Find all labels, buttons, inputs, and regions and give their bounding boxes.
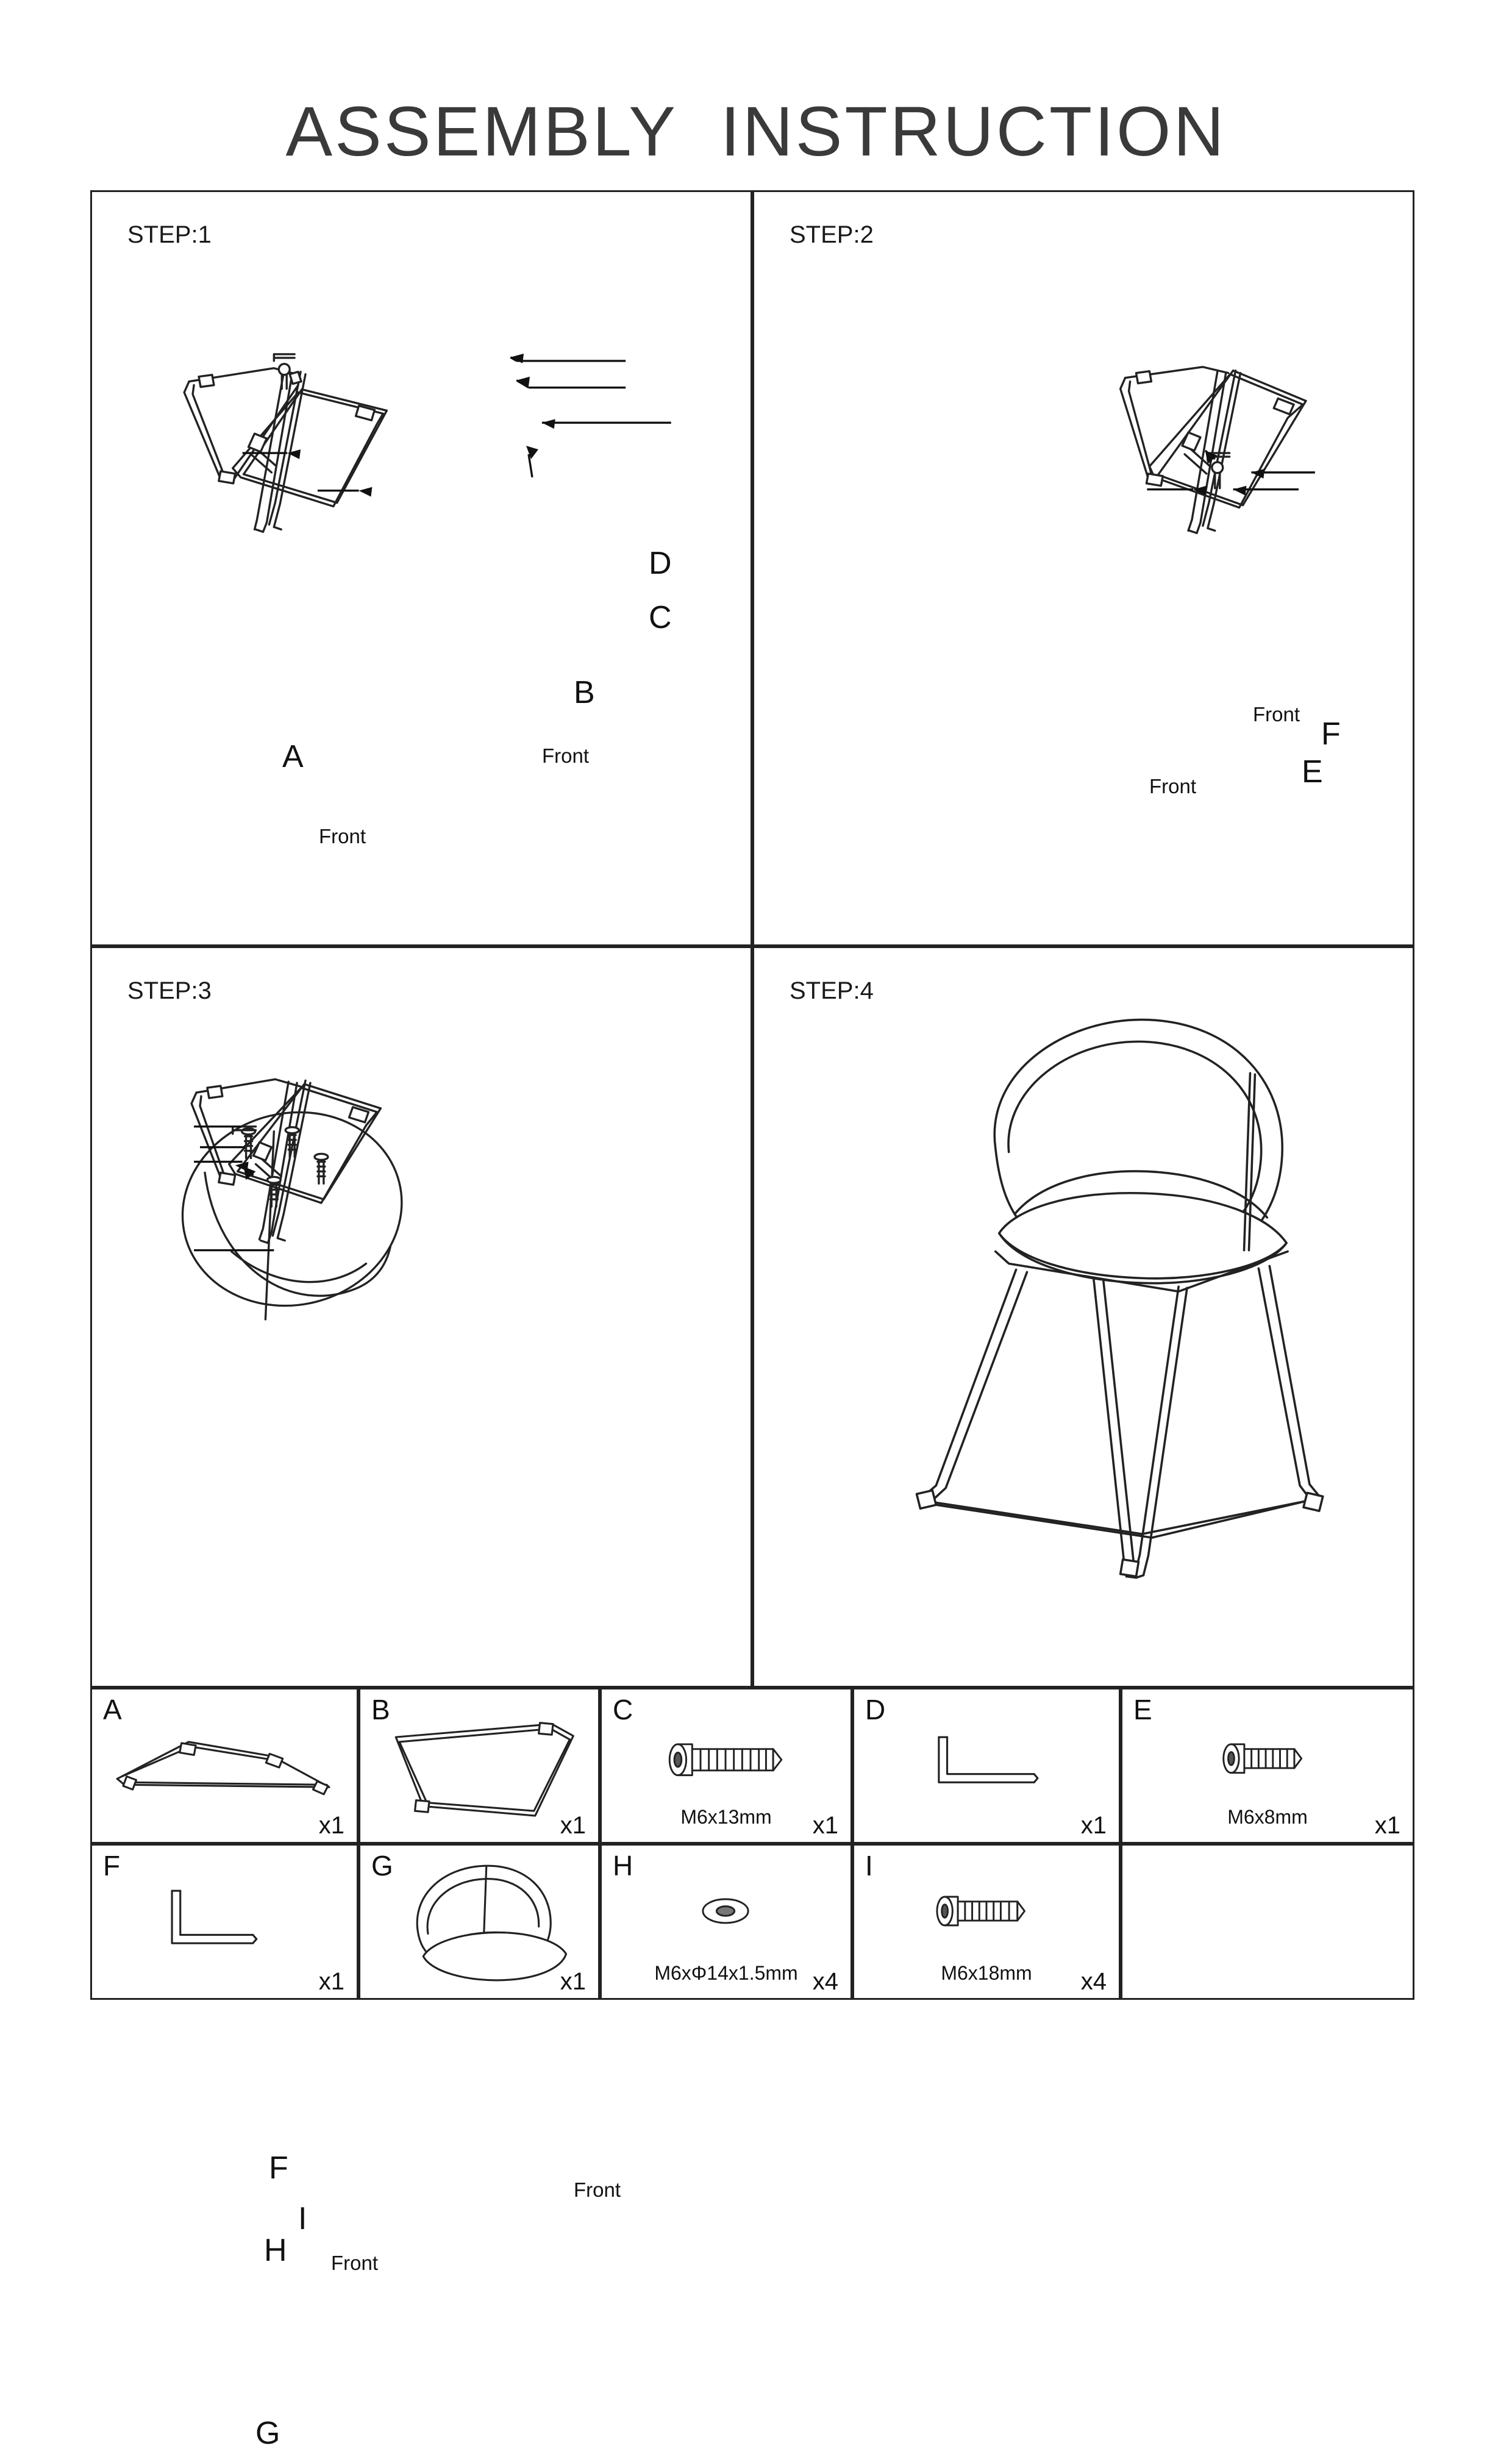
callout-f: F (269, 2150, 288, 2186)
callout-front-upper: Front (1253, 703, 1300, 726)
part-letter-a: A (103, 1694, 122, 1725)
part-spec-c: M6x13mm (680, 1806, 772, 1828)
part-cell-g (358, 1844, 600, 2000)
callout-front-lower: Front (331, 2252, 379, 2274)
part-qty-a: x1 (318, 1812, 344, 1839)
part-spec-e: M6x8mm (1227, 1806, 1308, 1828)
callout-c: C (649, 600, 672, 635)
part-spec-h: M6xΦ14x1.5mm (654, 1962, 798, 1984)
frame-base-a-icon (92, 1689, 357, 1842)
part-qty-h: x4 (812, 1968, 838, 1995)
part-letter-f: F (103, 1850, 121, 1882)
part-qty-f: x1 (318, 1968, 344, 1995)
callout-front-upper: Front (574, 2178, 621, 2201)
callout-a: A (282, 739, 304, 774)
callout-front-lower: Front (1149, 775, 1197, 797)
callout-i: I (298, 2201, 307, 2236)
part-cell-f (90, 1844, 358, 2000)
step-panel-1 (90, 190, 752, 946)
part-cell-b (358, 1688, 600, 1844)
callout-d: D (649, 546, 672, 581)
part-qty-e: x1 (1374, 1812, 1400, 1839)
step-panel-2 (752, 190, 1414, 946)
callout-front-lower: Front (319, 825, 366, 847)
part-cell-c (600, 1688, 852, 1844)
part-letter-d: D (865, 1694, 886, 1725)
part-letter-b: B (371, 1694, 390, 1725)
callout-h: H (264, 2233, 287, 2268)
step-3-illustration (92, 948, 751, 1686)
part-cell-a (90, 1688, 358, 1844)
part-qty-i: x4 (1080, 1968, 1107, 1995)
part-spec-i: M6x18mm (941, 1962, 1032, 1984)
step-2-label: STEP:2 (790, 221, 874, 248)
callout-e: E (1302, 754, 1323, 790)
callout-f: F (1321, 716, 1341, 752)
part-cell-d (852, 1688, 1121, 1844)
allen-key-icon (854, 1689, 1119, 1842)
part-cell-e (1121, 1688, 1414, 1844)
step-4-label: STEP:4 (790, 977, 874, 1004)
step-3-label: STEP:3 (127, 977, 212, 1004)
part-qty-b: x1 (560, 1812, 586, 1839)
step-2-illustration (754, 192, 1413, 944)
part-cell-empty (1121, 1844, 1414, 2000)
part-cell-h (600, 1844, 852, 2000)
part-qty-g: x1 (560, 1968, 586, 1995)
part-letter-c: C (613, 1694, 633, 1725)
callout-g: G (255, 2416, 280, 2451)
step-1-label: STEP:1 (127, 221, 212, 248)
part-qty-d: x1 (1080, 1812, 1107, 1839)
allen-key-icon (92, 1846, 357, 1998)
page-title: ASSEMBLY INSTRUCTION (285, 93, 1227, 171)
parts-table (90, 1688, 1414, 2000)
part-letter-e: E (1133, 1694, 1152, 1725)
callout-front-upper: Front (542, 744, 590, 767)
part-letter-h: H (613, 1850, 633, 1882)
step-4-illustration (754, 948, 1413, 1686)
part-letter-i: I (865, 1850, 873, 1882)
step-panel-4 (752, 946, 1414, 1688)
part-qty-c: x1 (812, 1812, 838, 1839)
part-letter-g: G (371, 1850, 393, 1882)
callout-b: B (574, 675, 595, 710)
part-cell-i (852, 1844, 1121, 2000)
